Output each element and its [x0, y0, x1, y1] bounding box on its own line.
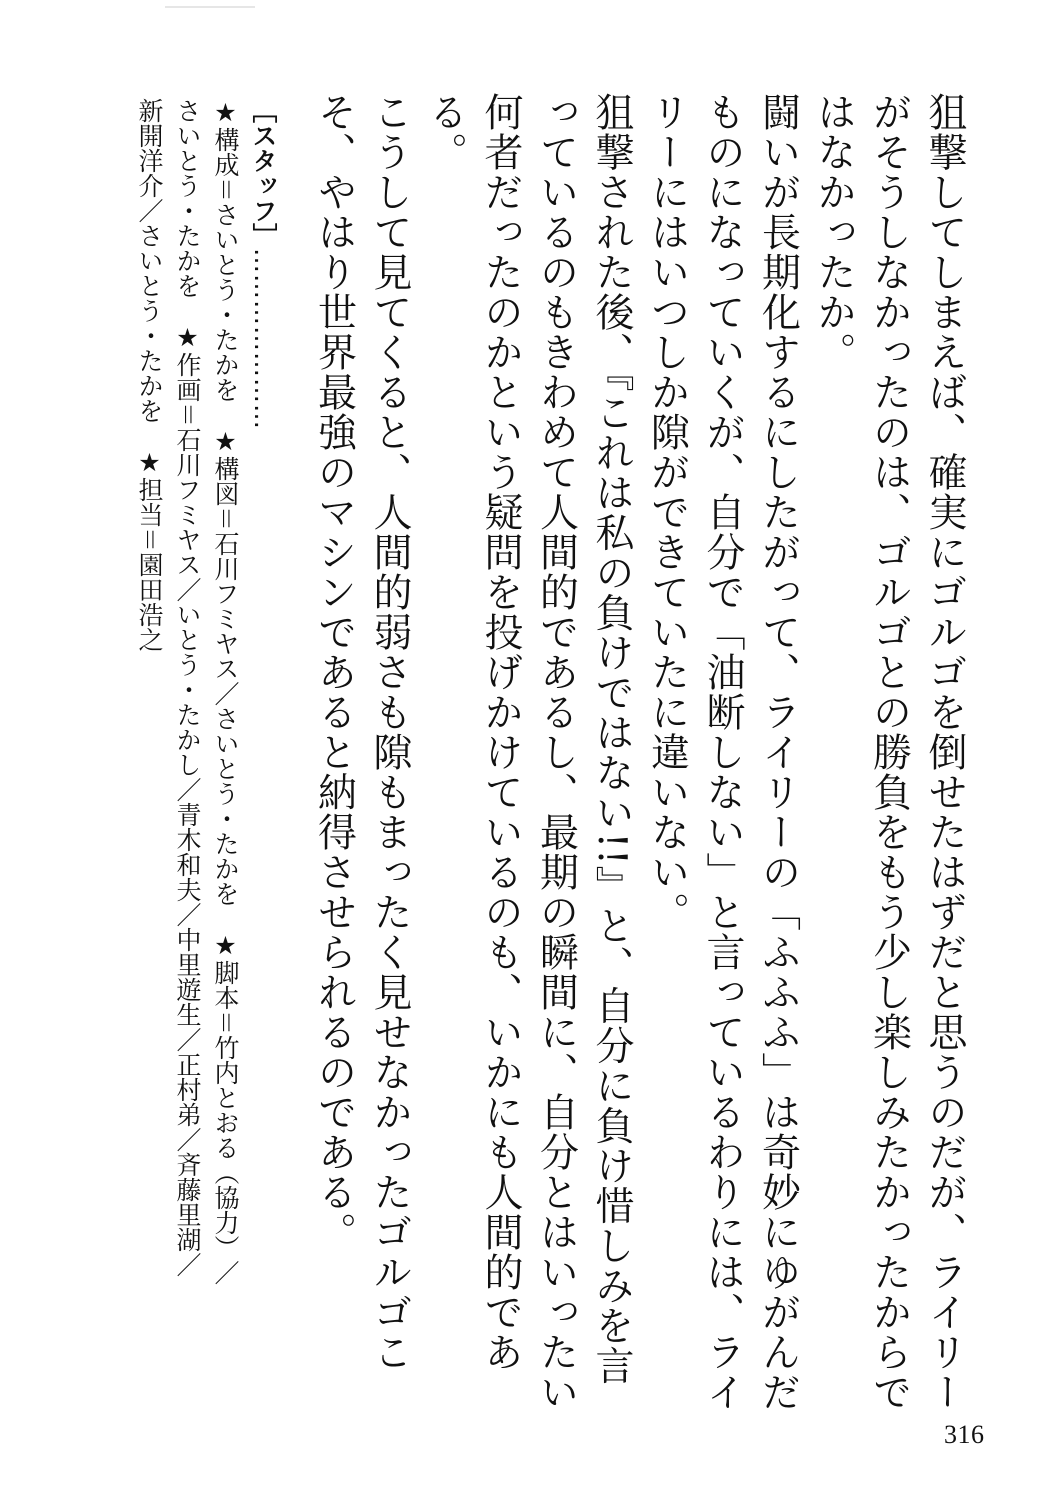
staff-header-label: ［スタッフ］ [249, 98, 278, 248]
staff-line: ★構成＝さいとう・たかを ★構図＝石川フミヤス／さいとう・たかを ★脚本＝竹内とおる（協力）／ [211, 98, 240, 1286]
paragraph: 狙撃された後、『これは私の負けではない!!』と、自分に負け惜しみを言っているのもきわめて人間的であるし、最期の瞬間に、自分とはいったい何者だったのかという疑問を投げかけているのも、いかにも人間的である。 [422, 92, 634, 1412]
scan-artifact-line [165, 6, 255, 8]
paragraph: こうして見てくると、人間的弱さも隙もまったく見せなかったゴルゴこそ、やはり世界最強のマシンであると納得させられるのである。 [311, 92, 412, 1372]
staff-header [244, 98, 282, 1398]
staff-line: 新開洋介／さいとう・たかを ★担当＝園田浩之 [135, 98, 164, 653]
staff-credits [132, 98, 282, 1398]
main-text-block [306, 92, 972, 1412]
staff-line: さいとう・たかを ★作画＝石川フミヤス／いとう・たかし／青木和夫／中里遊生／正村弟／斉藤里湖／ [173, 98, 202, 1278]
paragraph: 闘いが長期化するにしたがって、ライリーの「ふふふ」は奇妙にゆがんだものになっていくが、自分で「油断しない」と言っているわりには、ライリーにはいつしか隙ができていたに違いない。 [644, 92, 801, 1412]
paragraph: 狙撃してしまえば、確実にゴルゴを倒せたはずだと思うのだが、ライリーがそうしなかったのは、ゴルゴとの勝負をもう少し楽しみたかったからではなかったか。 [811, 92, 967, 1412]
page-number: 316 [944, 1420, 985, 1449]
staff-header-dots: ………………… [249, 248, 278, 430]
